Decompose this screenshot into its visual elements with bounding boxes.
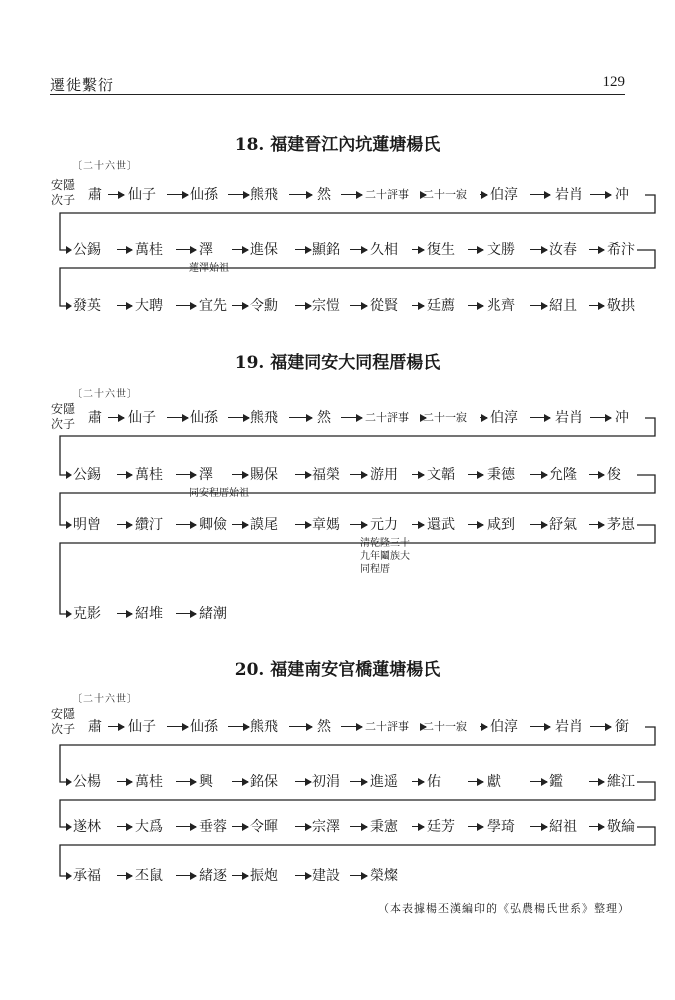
succession-arrow xyxy=(412,781,424,782)
succession-arrow xyxy=(295,826,311,827)
succession-arrow xyxy=(167,726,188,727)
person-name: 進保 xyxy=(250,242,278,258)
person-name: 謨尾 xyxy=(250,517,278,533)
succession-arrow xyxy=(423,726,426,727)
succession-arrow xyxy=(412,249,424,250)
person-name: 汝春 xyxy=(549,242,577,258)
person-name: 進遥 xyxy=(370,774,398,790)
person-name: 振炮 xyxy=(250,868,278,884)
person-name: 令勳 xyxy=(250,298,278,314)
person-name: 銜 xyxy=(615,719,629,735)
succession-arrow xyxy=(530,826,547,827)
succession-arrow xyxy=(295,524,311,525)
person-name: 然 xyxy=(317,187,331,203)
person-name: 垂蓉 xyxy=(199,819,227,835)
person-name: 承福 xyxy=(73,868,101,884)
person-name: 賜保 xyxy=(250,467,278,483)
section-title: 18. 福建晉江內坑蓮塘楊氏 xyxy=(234,135,441,155)
succession-arrow xyxy=(289,417,312,418)
succession-arrow xyxy=(108,417,124,418)
section-title: 20. 福建南安官橋蓮塘楊氏 xyxy=(234,660,441,680)
person-name: 宜先 xyxy=(199,298,227,314)
succession-arrow xyxy=(589,474,604,475)
person-name: 熊飛 xyxy=(250,410,278,426)
succession-arrow xyxy=(167,417,188,418)
succession-arrow xyxy=(423,194,426,195)
succession-arrow xyxy=(117,781,132,782)
person-name: 鑑 xyxy=(549,774,563,790)
generation-label: 〔二十六世〕 xyxy=(72,161,138,172)
origin-label-line: 次子 xyxy=(51,193,76,207)
succession-arrow xyxy=(108,194,124,195)
person-name: 仙子 xyxy=(128,187,156,203)
person-name: 從賢 xyxy=(370,298,398,314)
succession-arrow xyxy=(117,524,132,525)
person-name: 兆齊 xyxy=(487,298,515,314)
person-name: 佑 xyxy=(427,774,441,790)
succession-arrow xyxy=(589,826,604,827)
generation-label: 〔二十六世〕 xyxy=(72,389,138,400)
person-name: 廷薦 xyxy=(427,298,455,314)
succession-arrow xyxy=(228,194,249,195)
person-name: 卿儉 xyxy=(199,517,227,533)
person-name: 岩肖 xyxy=(555,187,583,203)
row-wrap-arrowhead xyxy=(66,823,72,831)
person-name: 萬桂 xyxy=(135,774,163,790)
succession-arrow xyxy=(589,524,604,525)
person-name: 熊飛 xyxy=(250,719,278,735)
person-name: 銘保 xyxy=(250,774,278,790)
succession-arrow xyxy=(295,305,311,306)
succession-arrow xyxy=(480,194,487,195)
person-note-line: 同程厝 xyxy=(360,564,390,575)
succession-arrow xyxy=(589,781,604,782)
succession-arrow xyxy=(167,194,188,195)
succession-arrow xyxy=(232,474,248,475)
person-name: 咸到 xyxy=(487,517,515,533)
person-name: 廷芳 xyxy=(427,819,455,835)
person-name: 俊 xyxy=(607,467,621,483)
person-name: 伯淳 xyxy=(490,410,518,426)
person-name: 澤 xyxy=(199,242,213,258)
person-name: 舒氣 xyxy=(549,517,577,533)
succession-arrow xyxy=(341,194,362,195)
succession-arrow xyxy=(530,524,547,525)
row-wrap-arrowhead xyxy=(66,521,72,529)
person-note-line: 同安程厝始祖 xyxy=(189,488,249,499)
succession-arrow xyxy=(232,524,248,525)
person-note-line: 九年鬮族大 xyxy=(360,551,410,562)
person-name: 允隆 xyxy=(549,467,577,483)
succession-arrow xyxy=(468,781,483,782)
person-name: 宗澤 xyxy=(312,819,340,835)
succession-arrow xyxy=(468,249,483,250)
succession-arrow xyxy=(468,524,483,525)
succession-arrow xyxy=(530,305,547,306)
origin-label-line: 安隱 xyxy=(51,178,76,192)
person-name: 元力 xyxy=(370,517,398,533)
succession-arrow xyxy=(176,875,196,876)
person-name: 岩肖 xyxy=(555,719,583,735)
person-name: 肅 xyxy=(88,410,102,426)
person-name: 仙子 xyxy=(128,719,156,735)
person-name: 二十評事 xyxy=(365,720,409,733)
person-name: 公錫 xyxy=(73,242,101,258)
person-name: 仙孫 xyxy=(190,187,218,203)
person-name: 紹且 xyxy=(549,298,577,314)
succession-arrow xyxy=(350,249,367,250)
running-head-title: 遷徙繫衍 xyxy=(50,76,115,94)
person-name: 大聘 xyxy=(135,298,163,314)
row-wrap-arrowhead xyxy=(66,610,72,618)
row-wrap-arrowhead xyxy=(66,778,72,786)
person-name: 發英 xyxy=(73,298,101,314)
succession-arrow xyxy=(350,781,367,782)
succession-arrow xyxy=(530,194,550,195)
origin-label-line: 次子 xyxy=(51,722,76,736)
succession-arrow xyxy=(176,474,196,475)
person-name: 丕鼠 xyxy=(135,868,163,884)
person-name: 游用 xyxy=(370,467,398,483)
origin-label xyxy=(51,707,75,737)
succession-arrow xyxy=(341,417,362,418)
person-name: 初涓 xyxy=(312,774,340,790)
succession-arrow xyxy=(295,781,311,782)
person-name: 秉憲 xyxy=(370,819,398,835)
person-name: 肅 xyxy=(88,719,102,735)
person-name: 仙孫 xyxy=(190,719,218,735)
succession-arrow xyxy=(117,305,132,306)
succession-arrow xyxy=(530,417,550,418)
succession-arrow xyxy=(176,305,196,306)
origin-label xyxy=(51,402,75,432)
origin-label-line: 安隱 xyxy=(51,402,76,416)
row-wrap-arrowhead xyxy=(66,246,72,254)
person-name: 冲 xyxy=(615,187,629,203)
succession-arrow xyxy=(232,826,248,827)
person-name: 二十一寂 xyxy=(423,188,467,201)
person-name: 公楊 xyxy=(73,774,101,790)
person-name: 福榮 xyxy=(312,467,340,483)
origin-label-line: 安隱 xyxy=(51,707,76,721)
succession-arrow xyxy=(232,249,248,250)
succession-arrow xyxy=(412,826,424,827)
succession-arrow xyxy=(530,781,547,782)
person-name: 纘汀 xyxy=(135,517,163,533)
person-name: 紹祖 xyxy=(549,819,577,835)
person-note xyxy=(189,487,249,500)
succession-arrow xyxy=(590,194,611,195)
succession-arrow xyxy=(530,249,547,250)
person-note-line: 清乾隆三十 xyxy=(360,538,410,549)
origin-label xyxy=(51,178,75,208)
person-name: 還武 xyxy=(427,517,455,533)
person-name: 萬桂 xyxy=(135,242,163,258)
person-name: 章媽 xyxy=(312,517,340,533)
succession-arrow xyxy=(176,613,196,614)
person-name: 仙孫 xyxy=(190,410,218,426)
succession-arrow xyxy=(108,726,124,727)
person-name: 獻 xyxy=(487,774,501,790)
succession-arrow xyxy=(341,726,362,727)
succession-arrow xyxy=(289,726,312,727)
succession-arrow xyxy=(590,417,611,418)
row-wrap-connector xyxy=(60,525,655,614)
row-wrap-arrowhead xyxy=(66,471,72,479)
succession-arrow xyxy=(176,249,196,250)
person-note-line: 蓮澤始祖 xyxy=(189,263,229,274)
person-name: 敬拱 xyxy=(607,298,635,314)
succession-arrow xyxy=(176,781,196,782)
person-name: 久相 xyxy=(370,242,398,258)
succession-arrow xyxy=(117,474,132,475)
person-name: 宗愷 xyxy=(312,298,340,314)
succession-arrow xyxy=(350,305,367,306)
person-name: 茅崽 xyxy=(607,517,635,533)
person-name: 二十評事 xyxy=(365,188,409,201)
succession-arrow xyxy=(228,726,249,727)
person-name: 興 xyxy=(199,774,213,790)
succession-arrow xyxy=(589,305,604,306)
succession-arrow xyxy=(589,249,604,250)
origin-label-line: 次子 xyxy=(51,417,76,431)
succession-arrow xyxy=(412,474,424,475)
succession-arrow xyxy=(590,726,611,727)
person-name: 學琦 xyxy=(487,819,515,835)
page-number: 129 xyxy=(602,74,625,90)
succession-arrow xyxy=(412,524,424,525)
succession-arrow xyxy=(117,249,132,250)
person-name: 緒逐 xyxy=(199,868,227,884)
person-note xyxy=(189,262,229,275)
succession-arrow xyxy=(530,474,547,475)
succession-arrow xyxy=(468,474,483,475)
person-name: 明曾 xyxy=(73,517,101,533)
generation-label: 〔二十六世〕 xyxy=(72,694,138,705)
person-name: 仙子 xyxy=(128,410,156,426)
person-name: 冲 xyxy=(615,410,629,426)
person-name: 然 xyxy=(317,410,331,426)
succession-arrow xyxy=(289,194,312,195)
person-name: 大爲 xyxy=(135,819,163,835)
succession-arrow xyxy=(480,417,487,418)
person-name: 文韜 xyxy=(427,467,455,483)
succession-arrow xyxy=(117,613,132,614)
person-name: 顯銘 xyxy=(312,242,340,258)
succession-arrow xyxy=(468,826,483,827)
person-name: 文勝 xyxy=(487,242,515,258)
succession-arrow xyxy=(232,305,248,306)
succession-arrow xyxy=(295,474,311,475)
person-name: 肅 xyxy=(88,187,102,203)
person-name: 萬桂 xyxy=(135,467,163,483)
person-name: 二十評事 xyxy=(365,411,409,424)
person-name: 澤 xyxy=(199,467,213,483)
person-name: 岩肖 xyxy=(555,410,583,426)
person-name: 公錫 xyxy=(73,467,101,483)
succession-arrow xyxy=(412,305,424,306)
succession-arrow xyxy=(117,875,132,876)
person-name: 遂林 xyxy=(73,819,101,835)
succession-arrow xyxy=(117,826,132,827)
succession-arrow xyxy=(350,826,367,827)
succession-arrow xyxy=(295,875,311,876)
succession-arrow xyxy=(176,826,196,827)
succession-arrow xyxy=(423,417,426,418)
succession-arrow xyxy=(350,875,367,876)
person-name: 敬綸 xyxy=(607,819,635,835)
succession-arrow xyxy=(176,524,196,525)
person-name: 二十一寂 xyxy=(423,411,467,424)
person-name: 然 xyxy=(317,719,331,735)
person-name: 克影 xyxy=(73,606,101,622)
row-wrap-arrowhead xyxy=(66,302,72,310)
source-note: （本表據楊丕漢編印的《弘農楊氏世系》整理） xyxy=(378,902,630,915)
person-name: 希汴 xyxy=(607,242,635,258)
person-name: 熊飛 xyxy=(250,187,278,203)
person-name: 紹堆 xyxy=(135,606,163,622)
header-rule xyxy=(50,94,625,95)
person-name: 秉德 xyxy=(487,467,515,483)
person-note xyxy=(360,537,410,576)
section-title: 19. 福建同安大同程厝楊氏 xyxy=(234,353,441,373)
succession-arrow xyxy=(350,474,367,475)
person-name: 伯淳 xyxy=(490,187,518,203)
succession-arrow xyxy=(228,417,249,418)
succession-arrow xyxy=(468,305,483,306)
person-name: 榮燦 xyxy=(370,868,398,884)
row-wrap-arrowhead xyxy=(66,872,72,880)
person-name: 維江 xyxy=(607,774,635,790)
person-name: 令暉 xyxy=(250,819,278,835)
person-name: 復生 xyxy=(427,242,455,258)
person-name: 緒潮 xyxy=(199,606,227,622)
succession-arrow xyxy=(350,524,367,525)
succession-arrow xyxy=(530,726,550,727)
person-name: 建設 xyxy=(312,868,340,884)
succession-arrow xyxy=(232,875,248,876)
succession-arrow xyxy=(232,781,248,782)
succession-arrow xyxy=(295,249,311,250)
person-name: 伯淳 xyxy=(490,719,518,735)
succession-arrow xyxy=(480,726,487,727)
person-name: 二十一寂 xyxy=(423,720,467,733)
